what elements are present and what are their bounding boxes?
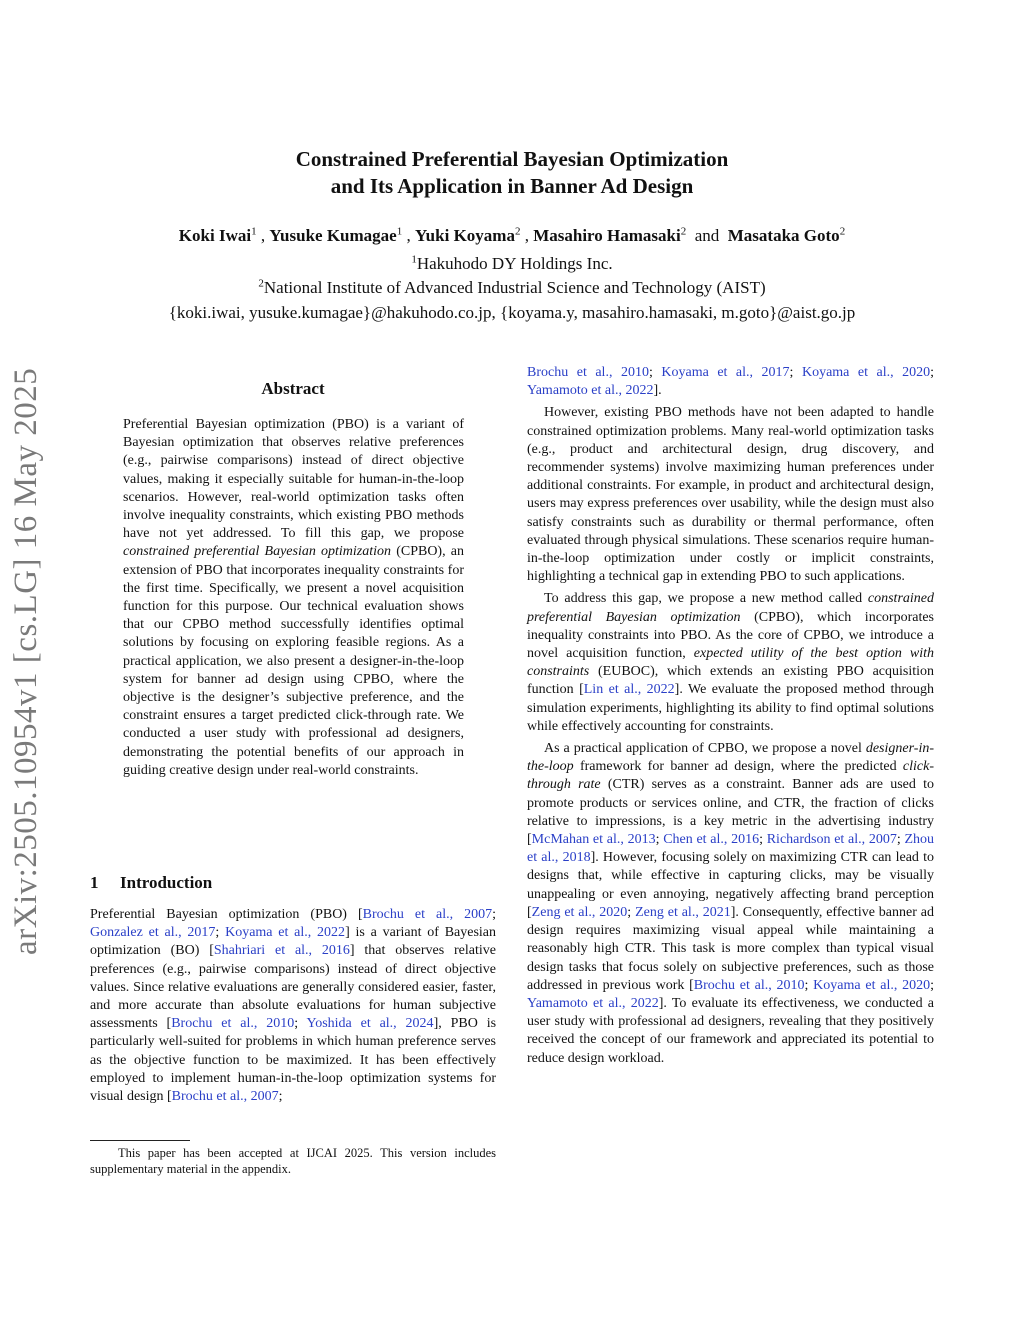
affiliation-2 bbox=[0, 276, 1024, 300]
citation-link[interactable]: Yamamoto et al., 2022 bbox=[527, 383, 654, 399]
title-line-1: Constrained Preferential Bayesian Optimization bbox=[295, 147, 729, 171]
paragraph-method: To address this gap, we propose a new method called constrained preferential Bayesian optimization (CPBO), which incorporates inequality constraints into PBO. As the core of CPBO, we introduce a novel acquisition function, expected utility of the best option with constraints (EUBOC), which extends an existing PBO acquisition function [Lin et al., 2022]. We evaluate the proposed method through simulation experiments, highlighting its ability to find optimal solutions while effectively accounting for constraints. bbox=[527, 591, 935, 734]
citation-link[interactable]: Yamamoto et al., 2022 bbox=[527, 995, 659, 1011]
emphasis: expected utility of the best option with constraints bbox=[527, 646, 935, 680]
citation-link[interactable]: Brochu et al., 2007 bbox=[171, 1089, 279, 1105]
citation-link[interactable]: Brochu et al., 2010 bbox=[171, 1016, 295, 1032]
paragraph-gap: However, existing PBO methods have not been adapted to handle constrained optimization problems. Many real-world optimization tasks (e.g., product and architectural design, drug discovery, and recommender systems) involve maximizing human preferences under additional constraints. For example, in product and architectural design, users may express preferences over usability, while the design must also satisfy constraints such as durability or thermal performance, often evaluated through physical simulations. These scenarios require human-in-the-loop optimization under costly or implicit constraints, highlighting a technical gap in extending PBO to such applications. bbox=[527, 405, 934, 585]
paragraph-application: As a practical application of CPBO, we propose a novel designer-in-the-loop framework for banner ad design, where the predicted click-through rate (CTR) serves as a constraint. Banner ads are used to promote products or services online, and CTR, the fraction of clicks relative to impressions, is a key metric in the advertising industry [McMahan et al., 2013; Chen et al., 2016; Richardson et al., 2007; Zhou et al., 2018]. However, focusing solely on maximizing CTR can lead to designs that, while effective in capturing clicks, may be visually unappealing or even annoying, negatively affecting brand perception [Zeng et al., 2020; Zeng et al., 2021]. Consequently, effective banner ad design requires maximizing visual appeal while maintaining a reasonably high CTR. This task is more complex than typical visual design tasks that focus solely on subjective preferences, such as those addressed in previous work [Brochu et al., 2010; Koyama et al., 2020; Yamamoto et al., 2022]. To evaluate its effectiveness, we conducted a user study with professional ad designers, revealing that they positively received the concept of our framework and appreciated its potential to reduce design workload. bbox=[527, 741, 935, 1066]
paragraph-continuation: Brochu et al., 2010; Koyama et al., 2017; Koyama et al., 2020; Yamamoto et al., 2022]. bbox=[527, 365, 935, 399]
emphasis: click-through rate bbox=[527, 759, 934, 793]
affiliation-text: National Institute of Advanced Industrial Science and Technology (AIST) bbox=[263, 278, 766, 297]
author-name: Yusuke Kumagae bbox=[269, 226, 397, 245]
citation-link[interactable]: Zhou et al., 2018 bbox=[527, 832, 935, 866]
affiliation-mark: 1 bbox=[411, 253, 417, 266]
author-affiliation-mark: 2 bbox=[839, 225, 846, 238]
citation-link[interactable]: Yoshida et al., 2024 bbox=[306, 1016, 434, 1032]
emphasis: constrained preferential Bayesian optimization bbox=[527, 591, 934, 625]
title-line-2: and Its Application in Banner Ad Design bbox=[330, 174, 694, 198]
citation-link[interactable]: Brochu et al., 2010 bbox=[527, 365, 649, 380]
citation-link[interactable]: Shahriari et al., 2016 bbox=[213, 943, 350, 959]
right-column bbox=[527, 364, 934, 1068]
citation-link[interactable]: McMahan et al., 2013 bbox=[531, 832, 656, 848]
citation-link[interactable]: Koyama et al., 2022 bbox=[225, 925, 346, 941]
author-affiliation-mark: 1 bbox=[396, 225, 403, 238]
citation-link[interactable]: Gonzalez et al., 2017 bbox=[90, 925, 216, 941]
author-name: Masataka Goto bbox=[727, 226, 840, 245]
abstract-text: (CPBO), an extension of PBO that incorporates inequality constraints for the first time. Specifically, we present a novel acquisition function for this purpose. Our technical evaluation shows that our CPBO method successfully identifies optimal solutions by focusing on exploring feasible regions. As a practical application, we also present a designer-in-the-loop system for banner ad design using CPBO, where the objective is the designer’s subjective preference, and the constraint ensures a target predicted click-through rate. We conducted a user study with professional ad designers, demonstrating the potential benefits of our approach in guiding creative design under real-world constraints. bbox=[123, 544, 464, 778]
citation-link[interactable]: Koyama et al., 2020 bbox=[801, 365, 931, 380]
affiliation-text: Hakuhodo DY Holdings Inc. bbox=[416, 254, 613, 273]
author-affiliation-mark: 2 bbox=[680, 225, 687, 238]
affiliation-1 bbox=[0, 252, 1024, 276]
introduction-paragraph: Preferential Bayesian optimization (PBO) [Brochu et al., 2007; Gonzalez et al., 2017; Koyama et al., 2022] is a variant of Bayesian optimization (BO) [Shahriari et al., 2016] that observes relative preferences (e.g., pairwise comparisons) instead of direct objective values. Since relative evaluations are generally considered easier, faster, and more accurate than absolute evaluations for human subjective assessments [Brochu et al., 2010; Yoshida et al., 2024], PBO is particularly well-suited for problems in which human preference serves as the objective function to be maximized. It has been effectively employed to implement human-in-the-loop optimization systems for visual design [Brochu et al., 2007; bbox=[90, 907, 497, 1105]
abstract-emphasis: constrained preferential Bayesian optimization bbox=[123, 544, 392, 560]
citation-link[interactable]: Zeng et al., 2021 bbox=[635, 904, 731, 920]
author-conjunction: and bbox=[694, 226, 720, 245]
footnote: This paper has been accepted at IJCAI 2025. This version includes supplementary material in the appendix. bbox=[90, 1146, 496, 1176]
abstract-body bbox=[123, 416, 464, 780]
author-affiliation-mark: 1 bbox=[251, 225, 257, 238]
citation-link[interactable]: Brochu et al., 2010 bbox=[693, 977, 805, 993]
citation-link[interactable]: Zeng et al., 2020 bbox=[531, 904, 628, 920]
citation-link[interactable]: Lin et al., 2022 bbox=[583, 682, 675, 698]
author-emails: {koki.iwai, yusuke.kumagae}@hakuhodo.co.jp, {koyama.y, masahiro.hamasaki, m.goto}@aist.go.jp bbox=[168, 303, 856, 322]
section-heading-introduction bbox=[90, 873, 212, 893]
arxiv-identifier: arXiv:2505.10954v1 [cs.LG] 16 May 2025 bbox=[8, 367, 44, 955]
citation-link[interactable]: Koyama et al., 2017 bbox=[661, 365, 790, 380]
citation-link[interactable]: Koyama et al., 2020 bbox=[813, 977, 931, 993]
paper-title bbox=[0, 146, 1024, 200]
abstract-text: Preferential Bayesian optimization (PBO) is a variant of Bayesian optimization that observes relative preferences (e.g., pairwise comparisons) instead of direct objective values, making it especially suitable for human-in-the-loop scenarios. However, real-world optimization tasks often involve inequality constraints, which existing PBO methods have not yet addressed. To fill this gap, we propose bbox=[123, 417, 464, 542]
author-list: Koki Iwai$^1$ , Yusuke Kumagae$^1$ , Yuki Koyama$^2$ , Masahiro Hamasaki$^2$ and Masataka Goto$^2$ bbox=[178, 225, 846, 245]
citation-link[interactable]: Richardson et al., 2007 bbox=[766, 832, 897, 848]
citation-link[interactable]: Brochu et al., 2007 bbox=[362, 907, 493, 922]
emphasis: designer-in-the-loop bbox=[527, 741, 934, 775]
section-number: 1 bbox=[90, 873, 99, 892]
author-name: Koki Iwai bbox=[178, 226, 252, 245]
affiliation-mark: 2 bbox=[258, 277, 264, 290]
author-name: Masahiro Hamasaki bbox=[533, 226, 681, 245]
section-title: Introduction bbox=[120, 873, 213, 892]
citation-link[interactable]: Chen et al., 2016 bbox=[663, 832, 760, 848]
author-name: Yuki Koyama bbox=[414, 226, 515, 245]
abstract-heading: Abstract bbox=[261, 379, 325, 398]
footnote-rule bbox=[90, 1140, 190, 1141]
author-affiliation-mark: 2 bbox=[514, 225, 521, 238]
